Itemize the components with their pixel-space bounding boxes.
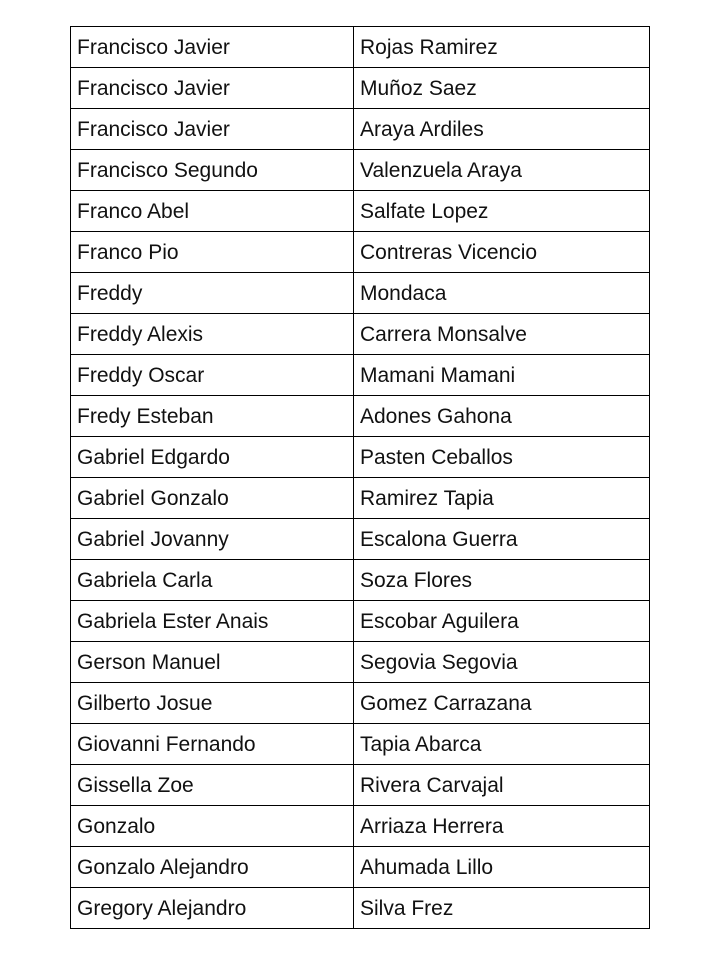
first-names-cell: Francisco Javier [71, 27, 354, 68]
table-row [71, 27, 650, 68]
last-names-cell: Adones Gahona [354, 396, 650, 437]
first-names-cell: Francisco Segundo [71, 150, 354, 191]
first-names-cell: Fredy Esteban [71, 396, 354, 437]
table-row [71, 478, 650, 519]
table-row [71, 273, 650, 314]
table-row [71, 150, 650, 191]
table-row [71, 437, 650, 478]
first-names-cell: Freddy [71, 273, 354, 314]
last-names-cell: Ramirez Tapia [354, 478, 650, 519]
last-names-cell: Escalona Guerra [354, 519, 650, 560]
table-row [71, 806, 650, 847]
last-names-cell: Arriaza Herrera [354, 806, 650, 847]
last-names-cell: Ahumada Lillo [354, 847, 650, 888]
table-row [71, 888, 650, 929]
table-row [71, 355, 650, 396]
last-names-cell: Araya Ardiles [354, 109, 650, 150]
first-names-cell: Gonzalo [71, 806, 354, 847]
table-row [71, 68, 650, 109]
first-names-cell: Gerson Manuel [71, 642, 354, 683]
last-names-cell: Mamani Mamani [354, 355, 650, 396]
table-row [71, 109, 650, 150]
last-names-cell: Escobar Aguilera [354, 601, 650, 642]
last-names-cell: Valenzuela Araya [354, 150, 650, 191]
last-names-cell: Silva Frez [354, 888, 650, 929]
last-names-cell: Soza Flores [354, 560, 650, 601]
first-names-cell: Freddy Oscar [71, 355, 354, 396]
table-row [71, 642, 650, 683]
table-row [71, 314, 650, 355]
last-names-cell: Pasten Ceballos [354, 437, 650, 478]
last-names-cell: Contreras Vicencio [354, 232, 650, 273]
first-names-cell: Gabriel Edgardo [71, 437, 354, 478]
last-names-cell: Rivera Carvajal [354, 765, 650, 806]
first-names-cell: Gissella Zoe [71, 765, 354, 806]
first-names-cell: Franco Abel [71, 191, 354, 232]
last-names-cell: Carrera Monsalve [354, 314, 650, 355]
table-row [71, 724, 650, 765]
last-names-cell: Gomez Carrazana [354, 683, 650, 724]
last-names-cell: Tapia Abarca [354, 724, 650, 765]
table-row [71, 232, 650, 273]
names-table-body [71, 27, 650, 929]
first-names-cell: Freddy Alexis [71, 314, 354, 355]
last-names-cell: Mondaca [354, 273, 650, 314]
first-names-cell: Gonzalo Alejandro [71, 847, 354, 888]
first-names-cell: Francisco Javier [71, 68, 354, 109]
first-names-cell: Giovanni Fernando [71, 724, 354, 765]
names-table [70, 26, 650, 929]
table-row [71, 847, 650, 888]
last-names-cell: Segovia Segovia [354, 642, 650, 683]
table-row [71, 683, 650, 724]
table-row [71, 601, 650, 642]
first-names-cell: Gabriel Jovanny [71, 519, 354, 560]
last-names-cell: Salfate Lopez [354, 191, 650, 232]
table-row [71, 519, 650, 560]
first-names-cell: Gregory Alejandro [71, 888, 354, 929]
table-row [71, 560, 650, 601]
first-names-cell: Franco Pio [71, 232, 354, 273]
table-row [71, 191, 650, 232]
first-names-cell: Gabriela Carla [71, 560, 354, 601]
first-names-cell: Francisco Javier [71, 109, 354, 150]
first-names-cell: Gabriel Gonzalo [71, 478, 354, 519]
table-row [71, 765, 650, 806]
last-names-cell: Rojas Ramirez [354, 27, 650, 68]
first-names-cell: Gabriela Ester Anais [71, 601, 354, 642]
table-row [71, 396, 650, 437]
last-names-cell: Muñoz Saez [354, 68, 650, 109]
first-names-cell: Gilberto Josue [71, 683, 354, 724]
